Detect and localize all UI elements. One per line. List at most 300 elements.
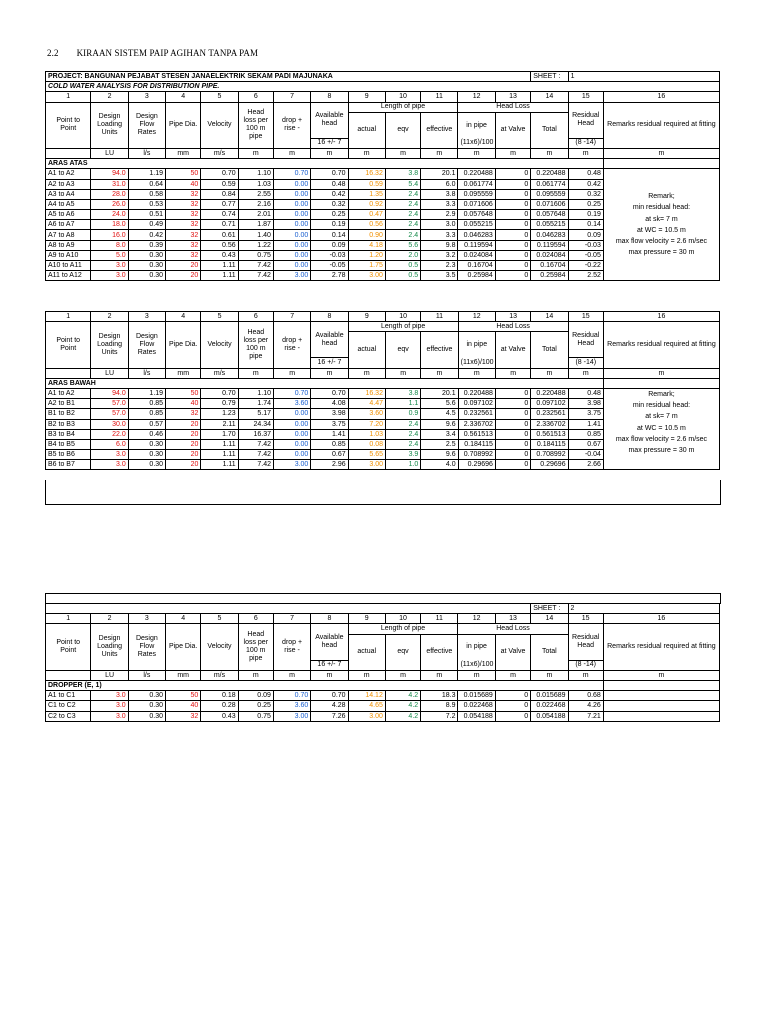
unit-label: m	[458, 368, 495, 378]
cell-design-lu: 30.0	[91, 419, 128, 429]
cell-actual-length: 1.03	[348, 429, 385, 439]
cell-headloss-per-100m: 1.87	[238, 220, 273, 230]
cell-headloss-pipe: 0.054188	[458, 711, 495, 721]
remark-line: Remark;	[648, 390, 675, 398]
cell-headloss-per-100m: 1.22	[238, 240, 273, 250]
sheet-1-table-bawah	[45, 311, 720, 470]
col-total: Total	[531, 332, 568, 368]
heading-number: 2.2	[47, 48, 59, 58]
cell-point: C1 to C2	[46, 701, 91, 711]
section-title: ARAS BAWAH	[46, 378, 604, 388]
cell-drop-rise: 0.00	[274, 439, 311, 449]
column-number: 10	[385, 614, 420, 624]
cell-available-head: 0.85	[311, 439, 348, 449]
cell-point: A2 to A3	[46, 179, 91, 189]
col-headloss100: Head loss per 100 m pipe	[238, 322, 273, 368]
cell-eqv-length: 0.5	[385, 261, 420, 271]
cell-eqv-length: 5.4	[385, 179, 420, 189]
cell-headloss-pipe: 0.232561	[458, 409, 495, 419]
cell-actual-length: 0.56	[348, 220, 385, 230]
cell-flow-rate: 0.46	[128, 429, 165, 439]
cell-flow-rate: 0.64	[128, 179, 165, 189]
cell-point: B1 to B2	[46, 409, 91, 419]
remark-line: Remark;	[648, 193, 675, 201]
cell-point: A6 to A7	[46, 220, 91, 230]
col-available: Available head	[311, 624, 348, 660]
unit-label: m	[238, 148, 273, 158]
column-number: 12	[458, 614, 495, 624]
cell-actual-length: 1.75	[348, 261, 385, 271]
col-length-group: Length of pipe	[348, 322, 458, 332]
cell-eqv-length: 4.2	[385, 701, 420, 711]
col-headloss100: Head loss per 100 m pipe	[238, 624, 273, 670]
cell-effective-length: 6.0	[421, 179, 458, 189]
col-pipe: Pipe Dia.	[166, 102, 201, 148]
cell-effective-length: 4.5	[421, 409, 458, 419]
cell-eqv-length: 2.4	[385, 199, 420, 209]
cell-effective-length: 3.8	[421, 189, 458, 199]
cell-headloss-valve: 0	[495, 220, 530, 230]
column-number-row	[46, 312, 720, 322]
cell-point: A3 to A4	[46, 189, 91, 199]
cell-flow-rate: 0.30	[128, 691, 165, 701]
sheet-label: SHEET :	[531, 604, 568, 614]
cell-headloss-valve: 0	[495, 169, 530, 179]
cell-headloss-pipe: 0.071606	[458, 199, 495, 209]
data-rows	[46, 169, 720, 281]
col-headloss-group: Head Loss	[458, 322, 568, 332]
units-row	[46, 148, 720, 158]
col-point: Point to Point	[46, 322, 91, 368]
cell-actual-length: 0.59	[348, 179, 385, 189]
cell-eqv-length: 3.8	[385, 388, 420, 398]
unit-label: m	[348, 670, 385, 680]
cell-design-lu: 24.0	[91, 210, 128, 220]
cell-eqv-length: 4.2	[385, 711, 420, 721]
section-title-row	[46, 159, 720, 169]
column-number: 13	[495, 92, 530, 102]
subtitle-row	[46, 82, 720, 92]
cell-headloss-pipe: 0.055215	[458, 220, 495, 230]
cell-point: A1 to A2	[46, 169, 91, 179]
cell-flow-rate: 0.30	[128, 439, 165, 449]
col-velocity: Velocity	[201, 624, 238, 670]
cell-headloss-total: 0.119594	[531, 240, 568, 250]
data-rows	[46, 691, 720, 722]
cell-headloss-total: 0.095559	[531, 189, 568, 199]
cell-velocity: 1.11	[201, 450, 238, 460]
cell-pipe-dia: 32	[166, 230, 201, 240]
empty-block	[45, 480, 721, 505]
col-headloss100: Head loss per 100 m pipe	[238, 102, 273, 148]
cell-headloss-valve: 0	[495, 240, 530, 250]
column-number: 2	[91, 614, 128, 624]
cell-velocity: 0.61	[201, 230, 238, 240]
cell-effective-length: 8.9	[421, 701, 458, 711]
section-heading	[47, 48, 276, 58]
cell-effective-length: 2.5	[421, 439, 458, 449]
cell-headloss-total: 0.057648	[531, 210, 568, 220]
cell-drop-rise: 0.70	[273, 169, 310, 179]
cell-pipe-dia: 40	[166, 399, 201, 409]
column-number: 7	[273, 92, 310, 102]
cell-flow-rate: 0.49	[128, 220, 165, 230]
cell-headloss-valve: 0	[495, 189, 530, 199]
cell-headloss-total: 0.232561	[531, 409, 568, 419]
col-effective: effective	[421, 112, 458, 148]
cell-actual-length: 4.18	[348, 240, 385, 250]
cell-headloss-pipe: 0.057648	[458, 210, 495, 220]
cell-residual-head: 0.67	[568, 439, 603, 449]
cell-actual-length: 0.90	[348, 230, 385, 240]
cell-actual-length: 3.00	[348, 711, 385, 721]
cell-velocity: 0.77	[201, 199, 238, 209]
col-inpipe: in pipe	[458, 634, 495, 660]
col-eqv: eqv	[385, 112, 420, 148]
cell-headloss-pipe: 0.184115	[458, 439, 495, 449]
cell-design-lu: 94.0	[91, 388, 128, 398]
cell-velocity: 1.11	[201, 460, 238, 470]
cell-flow-rate: 0.85	[128, 399, 165, 409]
col-velocity: Velocity	[201, 102, 238, 148]
col-dlu: Design Loading Units	[91, 102, 128, 148]
cell-point: B3 to B4	[46, 429, 91, 439]
col-drop: drop + rise -	[273, 102, 310, 148]
unit-label: l/s	[128, 148, 165, 158]
unit-label: m	[238, 368, 273, 378]
cell-velocity: 0.28	[201, 701, 238, 711]
unit-label: LU	[91, 148, 128, 158]
cell-headloss-valve: 0	[495, 460, 530, 470]
cell-effective-length: 3.0	[421, 220, 458, 230]
remark-line: at WC = 10.5 m	[637, 424, 686, 432]
column-number: 3	[128, 92, 165, 102]
cell-point: A7 to A8	[46, 230, 91, 240]
cell-headloss-total: 0.220488	[531, 388, 568, 398]
cell-headloss-total: 0.054188	[531, 711, 568, 721]
cell-headloss-per-100m: 1.10	[238, 169, 273, 179]
cell-residual-head: 7.21	[568, 711, 603, 721]
cell-headloss-per-100m: 1.74	[238, 399, 273, 409]
cell-headloss-total: 0.708992	[531, 450, 568, 460]
cell-headloss-pipe: 0.046283	[458, 230, 495, 240]
cell-available-head: 0.14	[311, 230, 348, 240]
cell-actual-length: 14.12	[348, 691, 385, 701]
column-number: 15	[568, 92, 603, 102]
remark-line: max flow velocity = 2.6 m/sec	[615, 238, 708, 246]
cell-drop-rise: 0.00	[274, 419, 311, 429]
cell-headloss-valve: 0	[495, 711, 530, 721]
cell-available-head: 3.75	[311, 419, 348, 429]
cell-drop-rise: 3.00	[274, 460, 311, 470]
unit-label: m	[495, 368, 530, 378]
col-remarks: Remarks residual required at fitting	[603, 102, 719, 148]
col-drop: drop + rise -	[273, 624, 310, 670]
cell-drop-rise: 0.00	[273, 240, 310, 250]
cell-point: A1 to A2	[46, 388, 91, 398]
cell-available-head: 0.67	[311, 450, 348, 460]
cell-design-lu: 6.0	[91, 439, 128, 449]
column-header-row-1	[46, 624, 720, 634]
column-number: 9	[348, 312, 385, 322]
col-headloss-group: Head Loss	[458, 624, 568, 634]
unit-label: m	[385, 148, 420, 158]
cell-eqv-length: 1.1	[385, 399, 420, 409]
project-title: PROJECT: BANGUNAN PEJABAT STESEN JANAELEKTRIK SEKAM PADI MAJUNAKA	[46, 72, 531, 82]
cell-available-head: 0.32	[311, 199, 348, 209]
cell-velocity: 0.84	[201, 189, 238, 199]
cell-headloss-total: 0.561513	[531, 429, 568, 439]
col-eqv: eqv	[385, 332, 420, 368]
column-number: 15	[568, 614, 603, 624]
cell-available-head: 0.70	[311, 691, 348, 701]
column-number: 1	[46, 92, 91, 102]
cell-headloss-pipe: 0.097102	[458, 399, 495, 409]
cell-velocity: 1.70	[201, 429, 238, 439]
column-headers	[46, 92, 720, 159]
column-number: 6	[238, 312, 273, 322]
cell-actual-length: 0.92	[348, 199, 385, 209]
cell-headloss-valve: 0	[495, 250, 530, 260]
unit-label: m	[421, 670, 458, 680]
unit-label: m	[603, 368, 719, 378]
cell-effective-length: 7.2	[421, 711, 458, 721]
cell-flow-rate: 0.42	[128, 230, 165, 240]
unit-label: m	[421, 368, 458, 378]
column-number: 12	[458, 92, 495, 102]
cell-effective-length: 5.6	[421, 399, 458, 409]
cell-headloss-per-100m: 7.42	[238, 460, 273, 470]
section-title-row	[46, 680, 720, 690]
cell-eqv-length: 2.4	[385, 189, 420, 199]
unit-label: m	[531, 148, 568, 158]
cell-velocity: 0.56	[201, 240, 238, 250]
cell-velocity: 2.11	[201, 419, 238, 429]
col-available-formula: 16 +/- 7	[311, 138, 348, 148]
col-drop: drop + rise -	[274, 322, 311, 368]
cell-eqv-length: 3.9	[385, 450, 420, 460]
cell-headloss-total: 0.022468	[531, 701, 568, 711]
cell-drop-rise: 0.00	[273, 250, 310, 260]
cell-headloss-total: 0.220488	[531, 169, 568, 179]
cell-velocity: 0.79	[201, 399, 238, 409]
col-effective: effective	[421, 332, 458, 368]
cell-available-head: 0.70	[311, 388, 348, 398]
cell-design-lu: 57.0	[91, 399, 128, 409]
column-number: 5	[201, 614, 238, 624]
cell-actual-length: 3.60	[348, 409, 385, 419]
column-number: 13	[495, 312, 530, 322]
remark-line: min residual head:	[632, 402, 691, 410]
cell-eqv-length: 2.4	[385, 429, 420, 439]
cell-headloss-per-100m: 7.42	[238, 439, 273, 449]
cell-pipe-dia: 32	[166, 220, 201, 230]
cell-point: A9 to A10	[46, 250, 91, 260]
column-number: 2	[91, 92, 128, 102]
cell-point: A10 to A11	[46, 261, 91, 271]
cell-pipe-dia: 32	[166, 711, 201, 721]
cell-headloss-valve: 0	[495, 399, 530, 409]
col-remarks: Remarks residual required at fitting	[603, 624, 719, 670]
cell-flow-rate: 0.85	[128, 409, 165, 419]
cell-headloss-valve: 0	[495, 450, 530, 460]
column-number: 7	[274, 312, 311, 322]
cell-residual-head: -0.05	[568, 250, 603, 260]
cell-pipe-dia: 50	[166, 169, 201, 179]
column-number: 14	[531, 312, 568, 322]
cell-headloss-per-100m: 0.09	[238, 691, 273, 701]
cell-point: B5 to B6	[46, 450, 91, 460]
column-number-row	[46, 92, 720, 102]
cell-eqv-length: 2.0	[385, 250, 420, 260]
cell-headloss-pipe: 0.16704	[458, 261, 495, 271]
cell-actual-length: 3.00	[348, 460, 385, 470]
section-title-row	[46, 378, 720, 388]
cell-pipe-dia: 32	[166, 409, 201, 419]
cell-available-head: 0.70	[311, 169, 348, 179]
cell-actual-length: 4.65	[348, 701, 385, 711]
cell-eqv-length: 1.0	[385, 460, 420, 470]
column-number: 16	[603, 92, 719, 102]
col-point: Point to Point	[46, 102, 91, 148]
col-residual-formula: (8 -14)	[568, 138, 603, 148]
cell-flow-rate: 0.58	[128, 189, 165, 199]
col-residual-formula: (8 -14)	[568, 660, 603, 670]
cell-headloss-pipe: 0.119594	[458, 240, 495, 250]
unit-label: m/s	[201, 148, 238, 158]
cell-effective-length: 3.5	[421, 271, 458, 281]
cell-actual-length: 5.65	[348, 450, 385, 460]
cell-pipe-dia: 50	[166, 691, 201, 701]
unit-label: m	[348, 148, 385, 158]
cell-residual-head: 0.19	[568, 210, 603, 220]
unit-label: LU	[91, 670, 128, 680]
col-remarks: Remarks residual required at fitting	[603, 322, 719, 368]
column-number: 11	[421, 312, 458, 322]
cell-pipe-dia: 20	[166, 439, 201, 449]
cell-design-lu: 18.0	[91, 220, 128, 230]
unit-label: m	[273, 148, 310, 158]
cell-eqv-length: 0.9	[385, 409, 420, 419]
remark-line: max flow velocity = 2.6 m/sec	[615, 435, 708, 443]
cell-available-head: 4.08	[311, 399, 348, 409]
heading-title: KIRAAN SISTEM PAIP AGIHAN TANPA PAM	[76, 48, 259, 58]
cell-headloss-per-100m: 1.10	[238, 388, 273, 398]
data-rows	[46, 388, 720, 470]
cell-flow-rate: 1.19	[128, 169, 165, 179]
cell-point: B4 to B5	[46, 439, 91, 449]
cell-headloss-per-100m: 7.42	[238, 261, 273, 271]
subtitle: COLD WATER ANALYSIS FOR DISTRIBUTION PIPE.	[46, 82, 720, 92]
cell-headloss-pipe: 0.095559	[458, 189, 495, 199]
cell-drop-rise: 0.00	[273, 210, 310, 220]
cell-velocity: 0.71	[201, 220, 238, 230]
column-number: 16	[603, 312, 719, 322]
cell-headloss-pipe: 0.022468	[458, 701, 495, 711]
col-available: Available head	[311, 322, 348, 358]
cell-velocity: 0.70	[201, 169, 238, 179]
column-number: 2	[91, 312, 128, 322]
cell-pipe-dia: 20	[166, 271, 201, 281]
cell-headloss-total: 0.015689	[531, 691, 568, 701]
cell-effective-length: 3.3	[421, 199, 458, 209]
cell-headloss-total: 0.061774	[531, 179, 568, 189]
cell-drop-rise: 0.00	[273, 230, 310, 240]
cell-flow-rate: 0.53	[128, 199, 165, 209]
cell-headloss-total: 2.336702	[531, 419, 568, 429]
sheet-number: 2	[568, 604, 719, 614]
column-number: 4	[166, 312, 201, 322]
cell-headloss-valve: 0	[495, 271, 530, 281]
unit-label: m	[311, 670, 348, 680]
remark-line: max pressure = 30 m	[628, 249, 695, 257]
cell-drop-rise: 0.00	[274, 450, 311, 460]
column-number: 9	[348, 614, 385, 624]
cell-flow-rate: 0.30	[128, 271, 165, 281]
col-total: Total	[531, 112, 568, 148]
cell-drop-rise: 0.00	[273, 189, 310, 199]
cell-eqv-length: 4.2	[385, 691, 420, 701]
cell-available-head: 3.98	[311, 409, 348, 419]
col-atvalve: at Valve	[495, 332, 530, 368]
unit-label: m	[495, 670, 530, 680]
cell-drop-rise: 3.60	[273, 701, 310, 711]
column-number: 5	[201, 92, 238, 102]
column-header-row-1	[46, 322, 720, 332]
cell-actual-length: 16.32	[348, 388, 385, 398]
cell-available-head: -0.03	[311, 250, 348, 260]
cell-eqv-length: 2.4	[385, 230, 420, 240]
cell-actual-length: 1.20	[348, 250, 385, 260]
cell-design-lu: 26.0	[91, 199, 128, 209]
col-actual: actual	[348, 332, 385, 368]
cell-headloss-valve: 0	[495, 230, 530, 240]
cell-headloss-pipe: 0.220488	[458, 388, 495, 398]
col-residual: Residual Head	[568, 624, 603, 660]
column-headers	[46, 614, 720, 681]
cell-residual-head: 0.85	[568, 429, 603, 439]
cell-headloss-pipe: 0.024084	[458, 250, 495, 260]
cell-available-head: -0.05	[311, 261, 348, 271]
cell-residual-head: 1.41	[568, 419, 603, 429]
cell-headloss-total: 0.184115	[531, 439, 568, 449]
cell-eqv-length: 5.6	[385, 240, 420, 250]
cell-headloss-total: 0.024084	[531, 250, 568, 260]
cell-design-lu: 16.0	[91, 230, 128, 240]
column-number: 4	[166, 92, 201, 102]
cell-headloss-total: 0.097102	[531, 399, 568, 409]
cell-point: A1 to C1	[46, 691, 91, 701]
cell-drop-rise: 3.00	[273, 711, 310, 721]
cell-residual-head: 0.48	[568, 388, 603, 398]
cell-effective-length: 9.6	[421, 450, 458, 460]
cell-design-lu: 3.0	[91, 711, 128, 721]
cell-velocity: 0.59	[201, 179, 238, 189]
col-dfr: Design Flow Rates	[128, 322, 165, 368]
cell-available-head: 2.96	[311, 460, 348, 470]
column-number: 8	[311, 614, 348, 624]
cell-drop-rise: 0.00	[273, 220, 310, 230]
unit-label: l/s	[128, 368, 165, 378]
cell-headloss-valve: 0	[495, 691, 530, 701]
unit-label: m/s	[201, 670, 238, 680]
cell-headloss-pipe: 0.708992	[458, 450, 495, 460]
unit-label: m	[311, 368, 348, 378]
cell-drop-rise: 0.00	[274, 429, 311, 439]
cell-headloss-per-100m: 7.42	[238, 271, 273, 281]
cell-residual-head: 0.32	[568, 189, 603, 199]
cell-headloss-total: 0.25984	[531, 271, 568, 281]
